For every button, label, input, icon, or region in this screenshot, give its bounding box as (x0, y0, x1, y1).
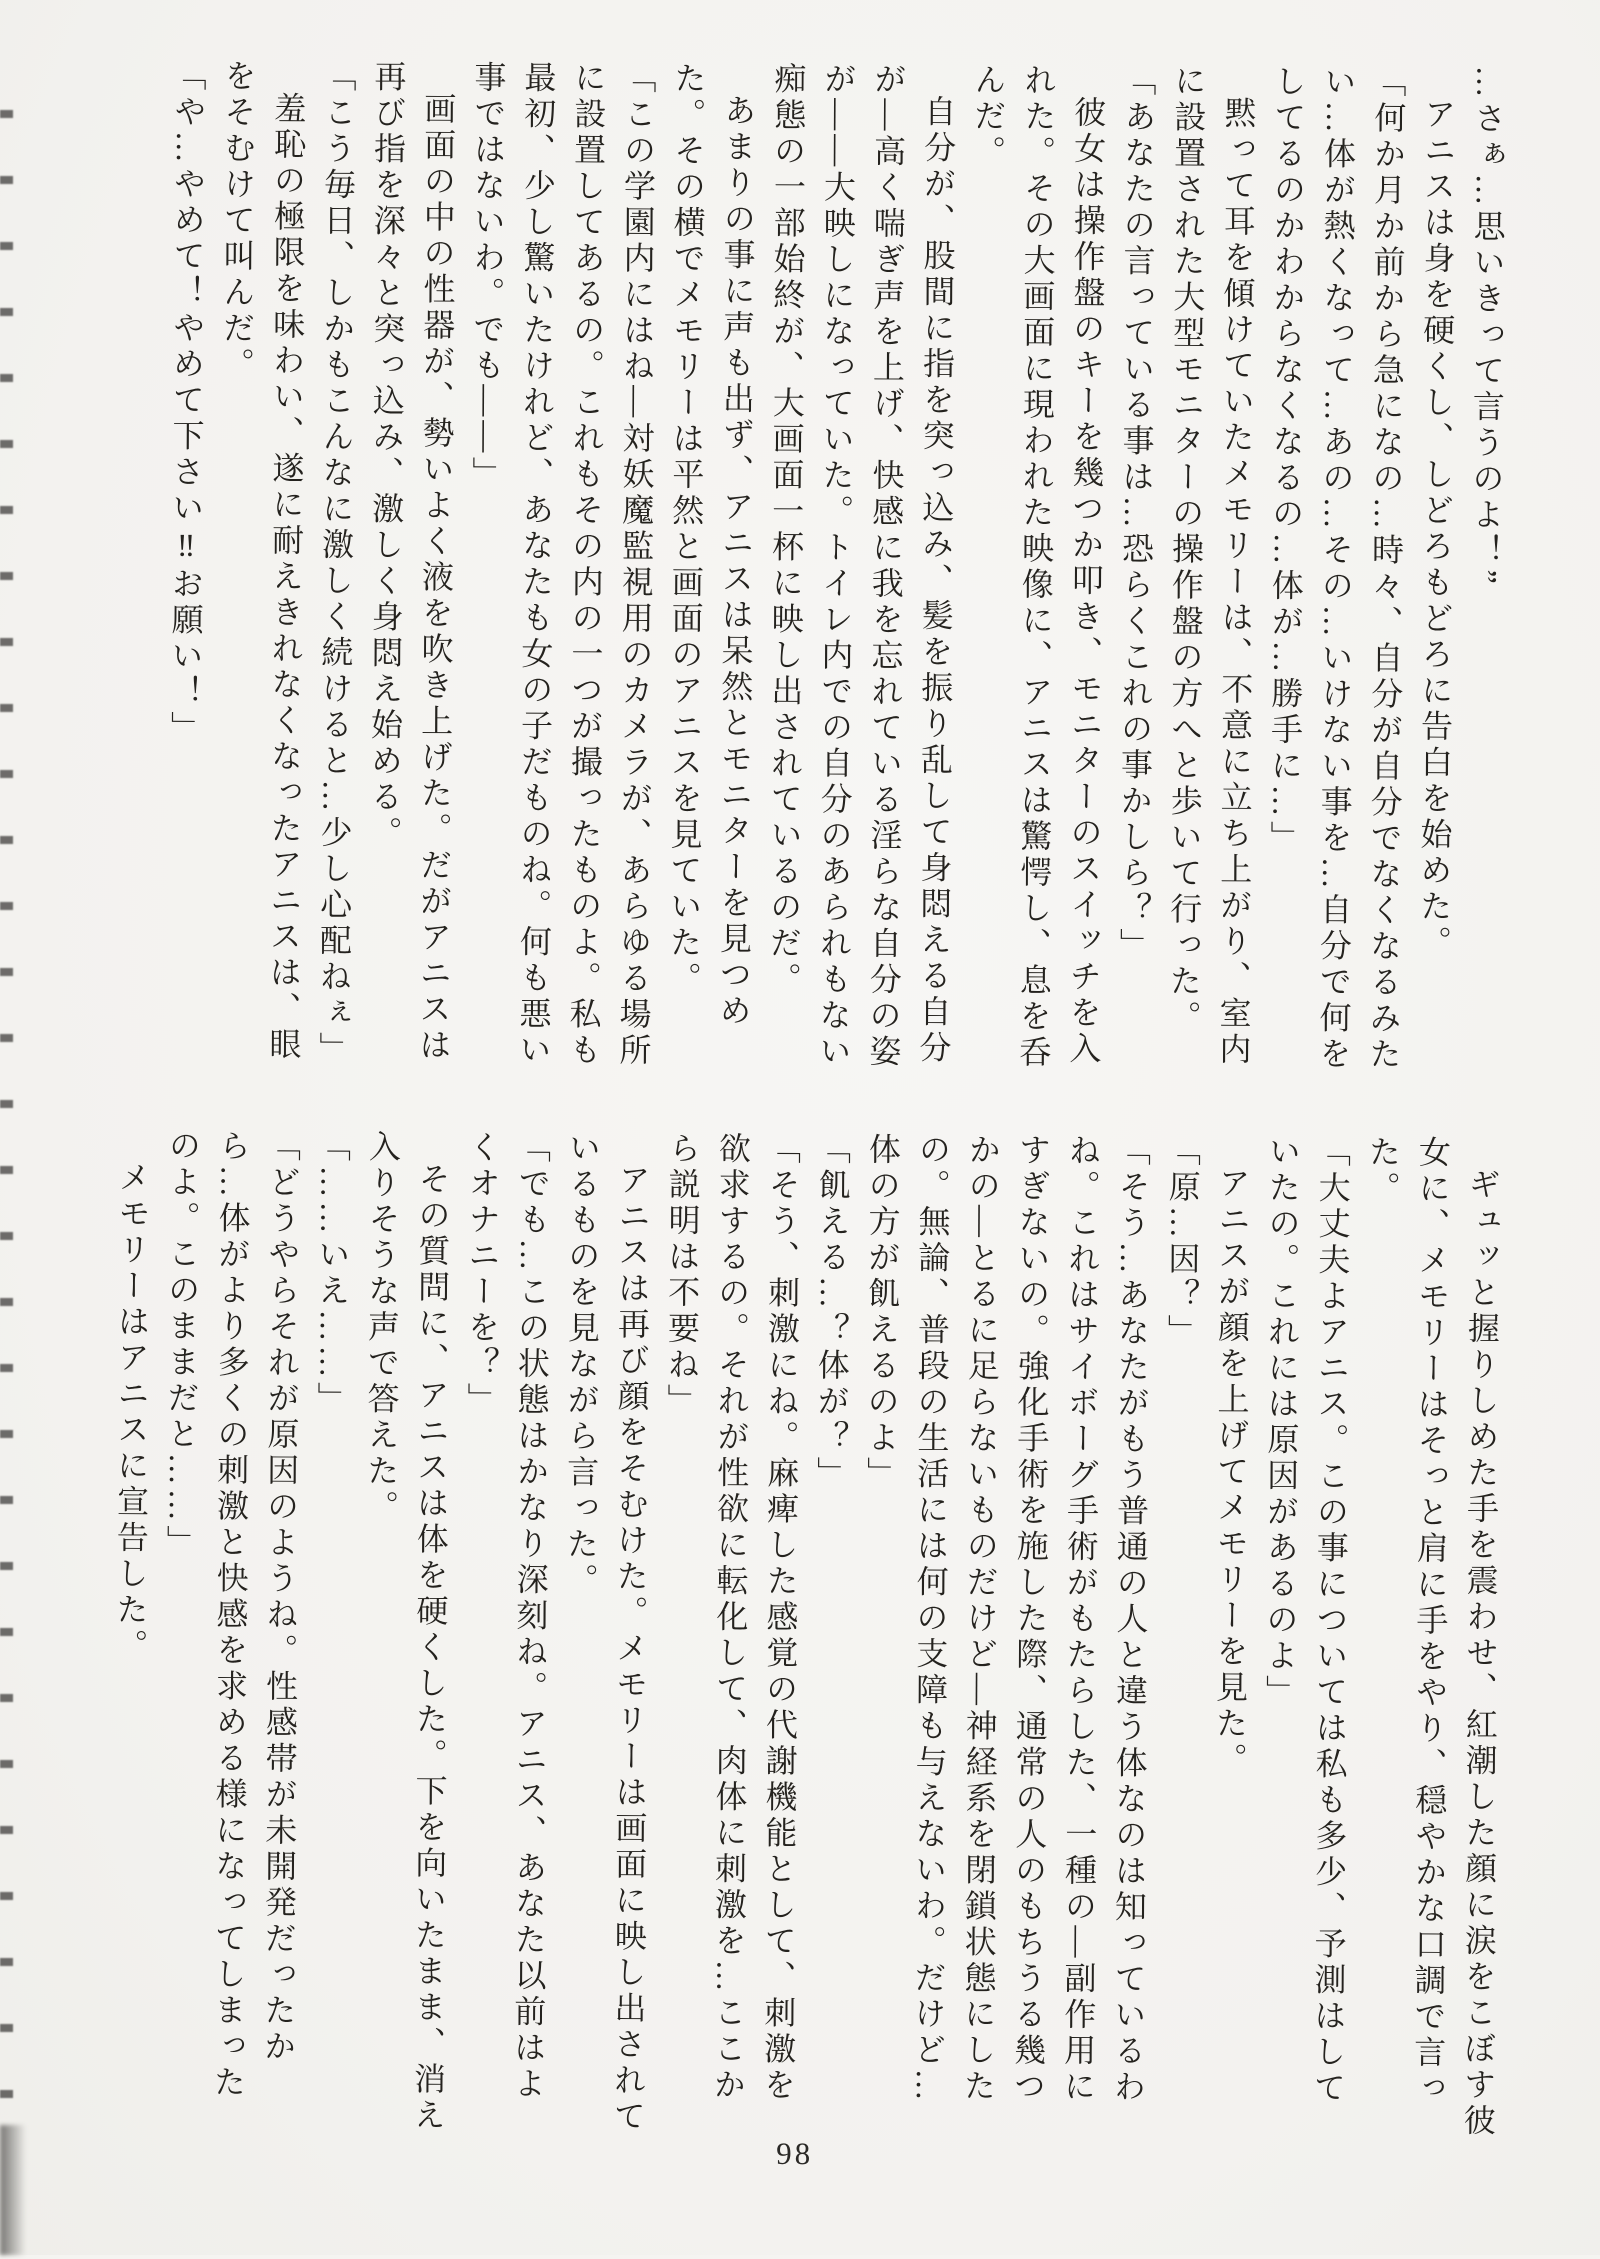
paragraph: 「や…やめて！やめて下さい‼お願い！」 (166, 58, 207, 747)
paragraph: ギュッと握りしめた手を震わせ、紅潮した顔に涙をこぼす彼女に、メモリーはそっと肩に手をやり、穏やかな口調で言った。 (1364, 1134, 1501, 2140)
paragraph: あまりの事に声も出ず、アニスは呆然とモニターを見つめた。その横でメモリーは平然と画面のアニスを見ていた。 (665, 61, 757, 1030)
paragraph: アニスが顔を上げてメモリーを見た。 (1211, 1166, 1251, 1779)
paragraph: 「……いえ……」 (313, 1129, 351, 1418)
paragraph: メモリーはアニスに宣告した。 (112, 1160, 151, 1665)
paragraph: 「そう…あなたがもう普通の人と違う体なのは知っているわね。これはサイボーグ手術がもたらした、一種の—副作用にすぎないの。強化手術を施した際、通常の人のもちうる幾つかの—とるに足らないものだけど—神経系を閉鎖状態にしたの。無論、普段の生活には何の支障も与えないわ。だけど…体の方が飢えるのよ」 (863, 1132, 1151, 2106)
paragraph: 「こう毎日、しかもこんなに激しく続けると…少し心配ねぇ」 (315, 59, 357, 1068)
paragraph: 羞恥の極限を味わい、遂に耐えきれなくなったアニスは、眼をそむけて叫んだ。 (218, 58, 307, 1064)
paragraph: 「大丈夫よアニス。この事については私も多少、予測はしていたの。これには原因があるのよ」 (1261, 1134, 1351, 2107)
paragraph: 「飢える…？体が？」 (813, 1132, 851, 1493)
paragraph: 彼女は操作盤のキーを幾つか叩き、モニターのスイッチを入れた。その大画面に現われた映像に、アニスは驚愕し、息を呑んだ。 (970, 62, 1107, 1072)
paragraph: 「でも…この状態はかなり深刻ね。アニス、あなた以前はよくオナニーを？」 (463, 1130, 551, 2103)
paragraph: 画面の中の性器が、勢いよく液を吹き上げた。だがアニスは再び指を深々と突っ込み、激しく身悶え始める。 (366, 59, 457, 1065)
paragraph: 「この学園内にはね—対妖魔監視用のカメラが、あらゆる場所に設置してあるの。これもその内の一つが撮ったものよ。私も最初、少し驚いたけれど、あなたも女の子だものね。何も悪い事ではないわ。でも——」 (468, 60, 657, 1070)
paragraph: 「そう、刺激にね。麻痺した感覚の代謝機能として、刺激を欲求するの。それが性欲に転化して、肉体に刺激を…ここから説明は不要ね」 (663, 1131, 801, 2104)
paragraph: 自分が、股間に指を突っ込み、髪を振り乱して身悶える自分が—高く喘ぎ声を上げ、快感に我を忘れている淫らな自分の姿が——大映しになっていた。トイレ内での自分のあられもない痴態の一部始終が、大画面一杯に映し出されているのだ。 (765, 61, 957, 1071)
paragraph: 「どうやらそれが原因のようね。性感帯が未開発だったから…体がより多くの刺激と快感を求める様になってしまったのよ。このままだと……」 (162, 1128, 301, 2102)
paragraph: 「何か月か前から急になの…時々、自分が自分でなくなるみたい…体が熱くなって…あの…その…いけない事を…自分で何をしてるのかわからなくなるの…体が…勝手に…」 (1266, 64, 1407, 1074)
paragraph: 「あなたの言っている事は…恐らくこれの事かしら？」 (1115, 63, 1157, 964)
text-block-bottom (95, 1128, 1508, 2139)
paragraph: 黙って耳を傾けていたメモリーは、不意に立ち上がり、室内に設置された大型モニターの操作盤の方へと歩いて行った。 (1165, 63, 1257, 1069)
paragraph: アニスは再び顔をそむけた。メモリーは画面に映し出されているものを見ながら言った。 (562, 1130, 651, 2136)
paragraph: …さぁ…思いきって言うのよ！” (1467, 65, 1507, 588)
text-block-top (100, 58, 1513, 1077)
page-number: 98 (776, 2135, 814, 2172)
paragraph: 「原…因？」 (1163, 1133, 1201, 1351)
paragraph: その質問に、アニスは体を硬くした。下を向いたまま、消え入りそうな声で答えた。 (362, 1129, 451, 2135)
paragraph: アニスは身を硬くし、しどろもどろに告白を始めた。 (1415, 97, 1457, 962)
